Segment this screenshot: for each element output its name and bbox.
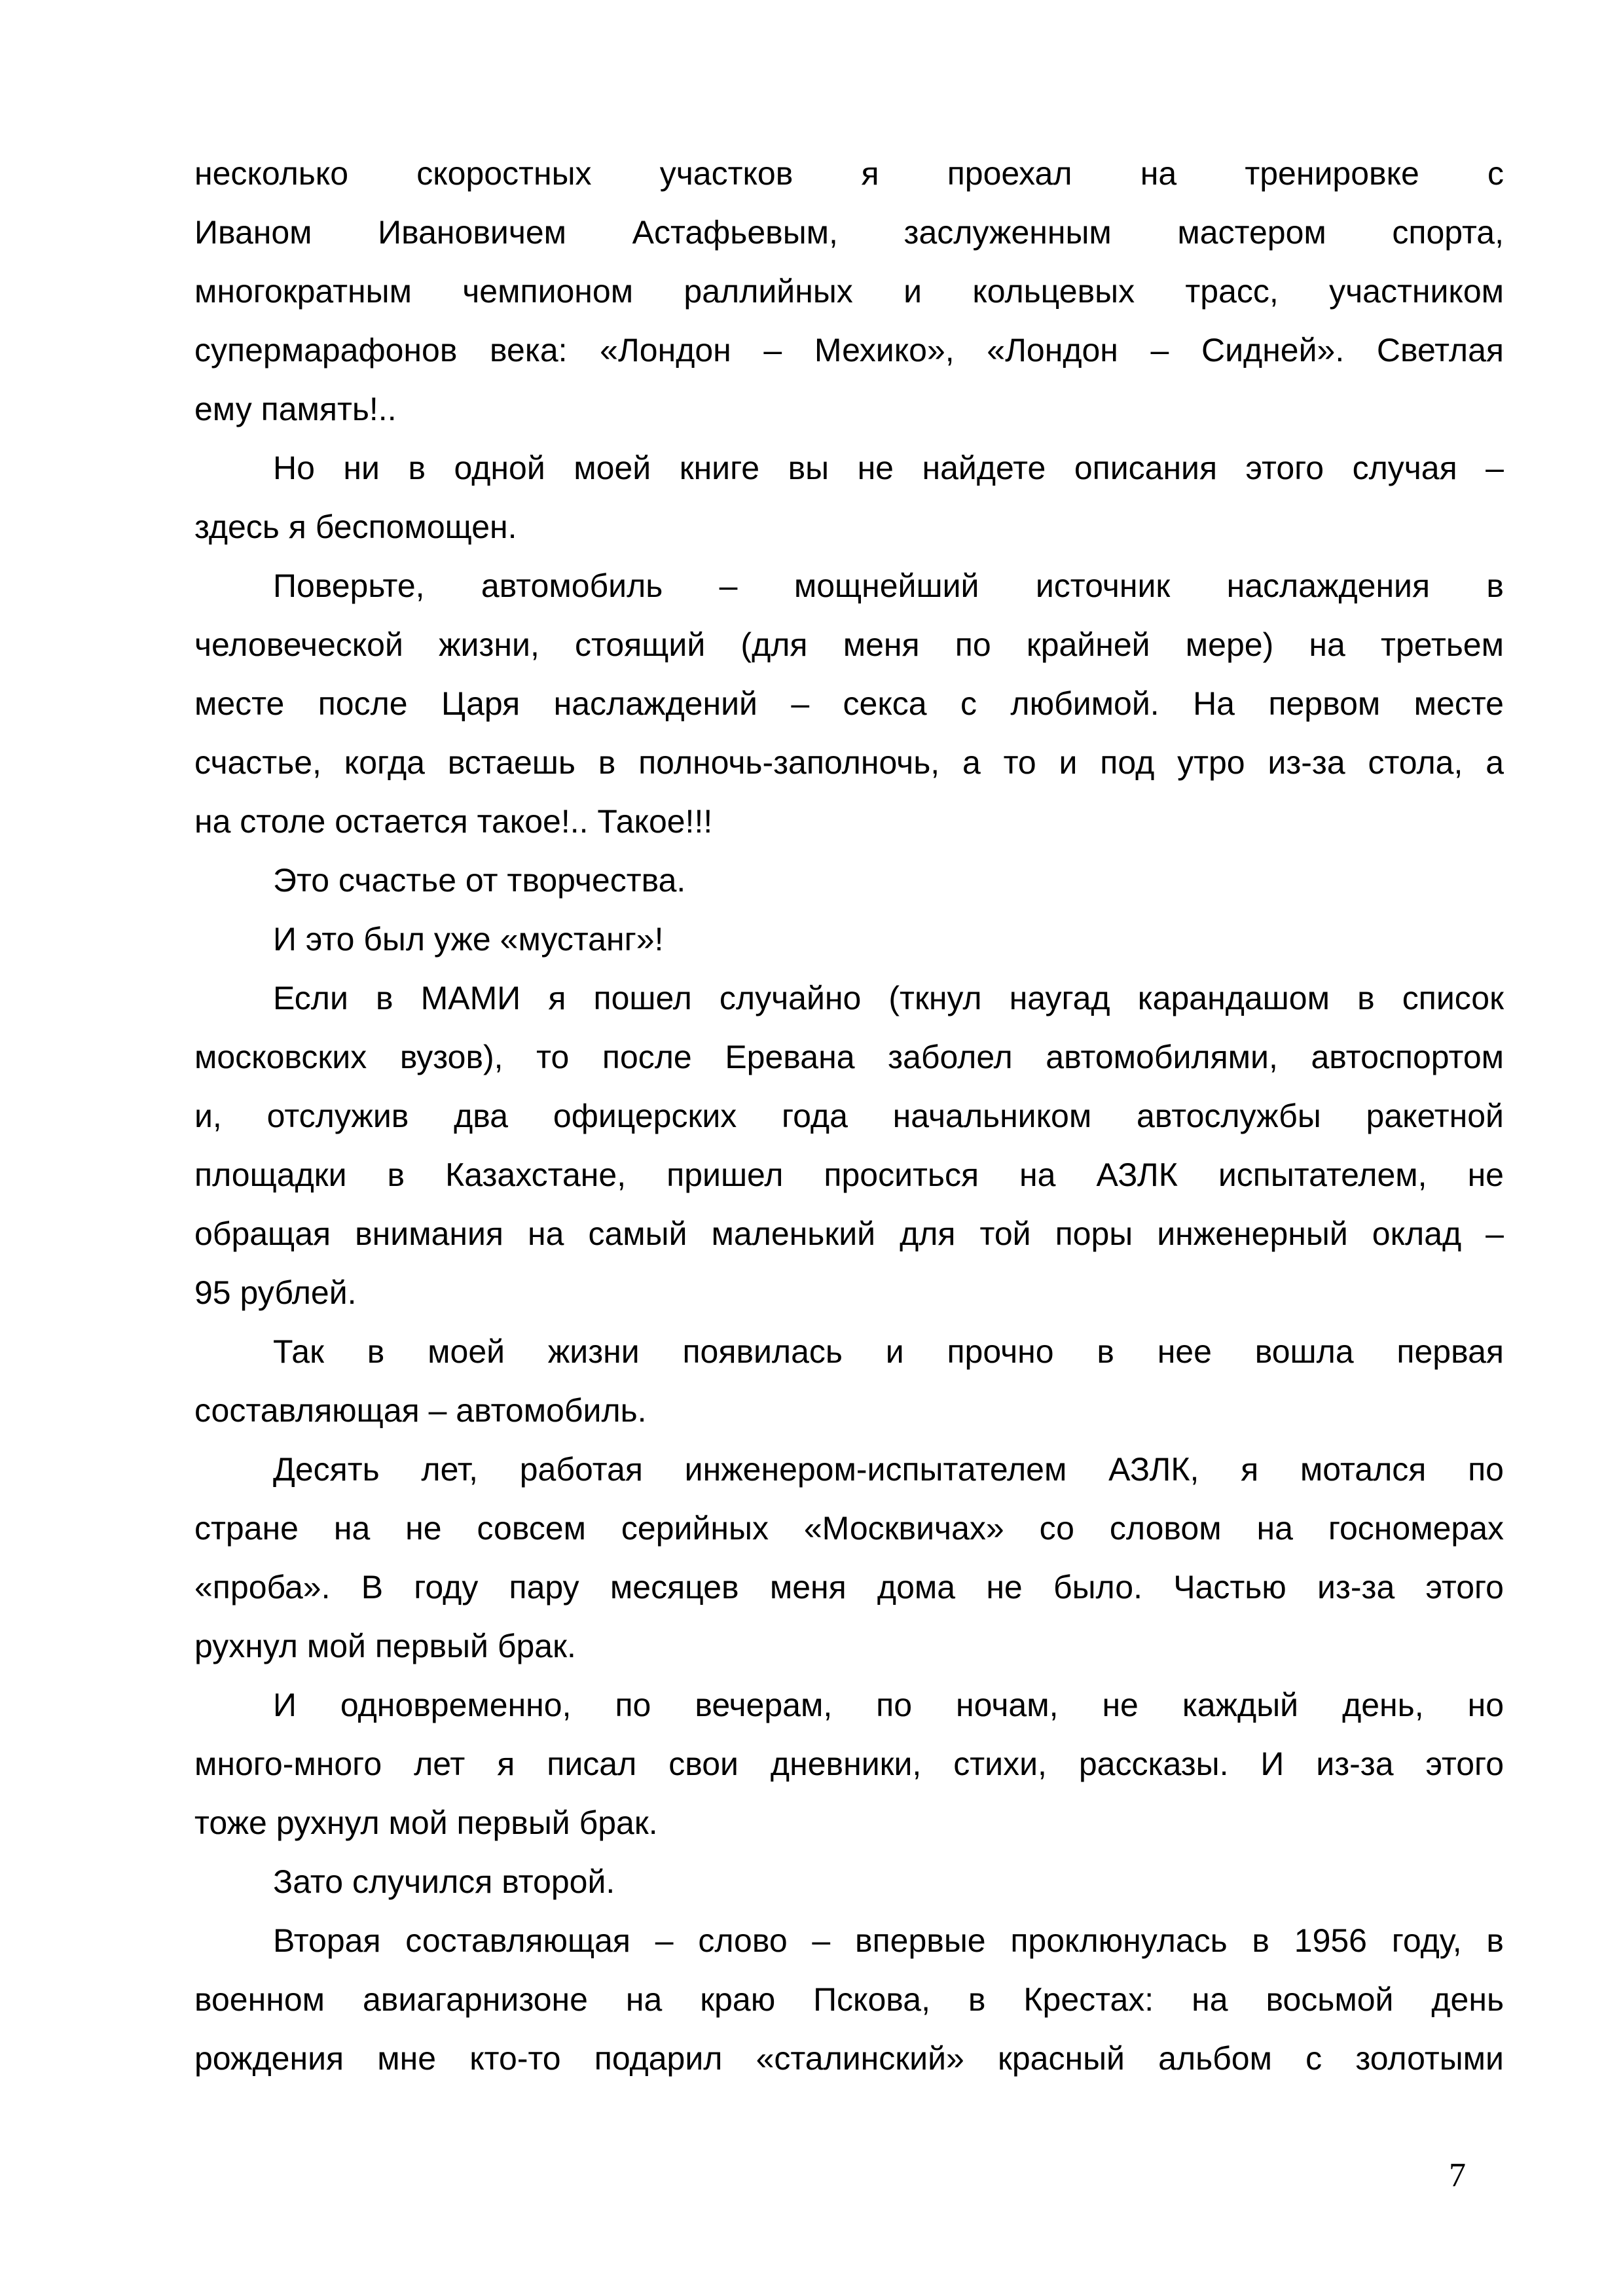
text-line: Десять лет, работая инженером-испытателем АЗЛК, я мотался по [273, 1451, 1504, 1488]
paragraph [194, 1676, 1504, 1852]
text-line: тоже рухнул мой первый брак. [194, 1804, 658, 1841]
text-line: месте после Царя наслаждений – секса с любимой. На первом месте [194, 685, 1504, 722]
text-line: Если в МАМИ я пошел случайно (ткнул наугад карандашом в список [273, 980, 1504, 1016]
text-line: рождения мне кто-то подарил «сталинский» красный альбом с золотыми [194, 2040, 1504, 2077]
text-line: московских вузов), то после Еревана заболел автомобилями, автоспортом [194, 1039, 1504, 1075]
text-line: ему память!.. [194, 391, 397, 427]
paragraph [194, 910, 1504, 969]
text-line: стране на не совсем серийных «Москвичах» со словом на госномерах [194, 1510, 1504, 1547]
text-line: составляющая – автомобиль. [194, 1392, 647, 1429]
paragraph [194, 144, 1504, 439]
paragraph [194, 969, 1504, 1322]
text-line: «проба». В году пару месяцев меня дома не было. Частью из-за этого [194, 1569, 1504, 1605]
text-line: несколько скоростных участков я проехал на тренировке с [194, 155, 1504, 192]
text-line: человеческой жизни, стоящий (для меня по крайней мере) на третьем [194, 626, 1504, 663]
text-line: много-много лет я писал свои дневники, стихи, рассказы. И из-за этого [194, 1746, 1504, 1782]
text-line: И это был уже «мустанг»! [273, 921, 664, 958]
text-line: Это счастье от творчества. [273, 862, 686, 899]
body-text [194, 144, 1504, 2088]
text-line: обращая внимания на самый маленький для той поры инженерный оклад – [194, 1215, 1504, 1252]
paragraph [194, 1852, 1504, 1911]
text-line: Вторая составляющая – слово – впервые проклюнулась в 1956 году, в [273, 1922, 1504, 1959]
text-line: счастье, когда встаешь в полночь-заполночь, а то и под утро из-за стола, а [194, 744, 1504, 781]
text-line: Но ни в одной моей книге вы не найдете описания этого случая – [273, 450, 1504, 486]
text-line: на столе остается такое!.. Такое!!! [194, 803, 713, 840]
text-line: супермарафонов века: «Лондон – Мехико», «Лондон – Сидней». Светлая [194, 332, 1504, 368]
text-line: Так в моей жизни появилась и прочно в нее вошла первая [273, 1333, 1504, 1370]
paragraph [194, 851, 1504, 910]
text-line: военном авиагарнизоне на краю Пскова, в Крестах: на восьмой день [194, 1981, 1504, 2018]
page-number: 7 [1449, 2157, 1466, 2194]
text-line: рухнул мой первый брак. [194, 1628, 576, 1664]
text-line: И одновременно, по вечерам, по ночам, не каждый день, но [273, 1687, 1504, 1723]
paragraph [194, 1911, 1504, 2088]
text-line: Зато случился второй. [273, 1863, 615, 1900]
text-line: Поверьте, автомобиль – мощнейший источник наслаждения в [273, 567, 1504, 604]
text-line: Иваном Ивановичем Астафьевым, заслуженным мастером спорта, [194, 214, 1504, 251]
text-line: здесь я беспомощен. [194, 509, 517, 545]
paragraph [194, 439, 1504, 556]
text-line: площадки в Казахстане, пришел проситься на АЗЛК испытателем, не [194, 1157, 1504, 1193]
paragraph [194, 556, 1504, 851]
paragraph [194, 1440, 1504, 1676]
text-line: и, отслужив два офицерских года начальником автослужбы ракетной [194, 1098, 1504, 1134]
paragraph [194, 1322, 1504, 1440]
text-line: многократным чемпионом раллийных и кольцевых трасс, участником [194, 273, 1504, 310]
text-line: 95 рублей. [194, 1274, 357, 1311]
